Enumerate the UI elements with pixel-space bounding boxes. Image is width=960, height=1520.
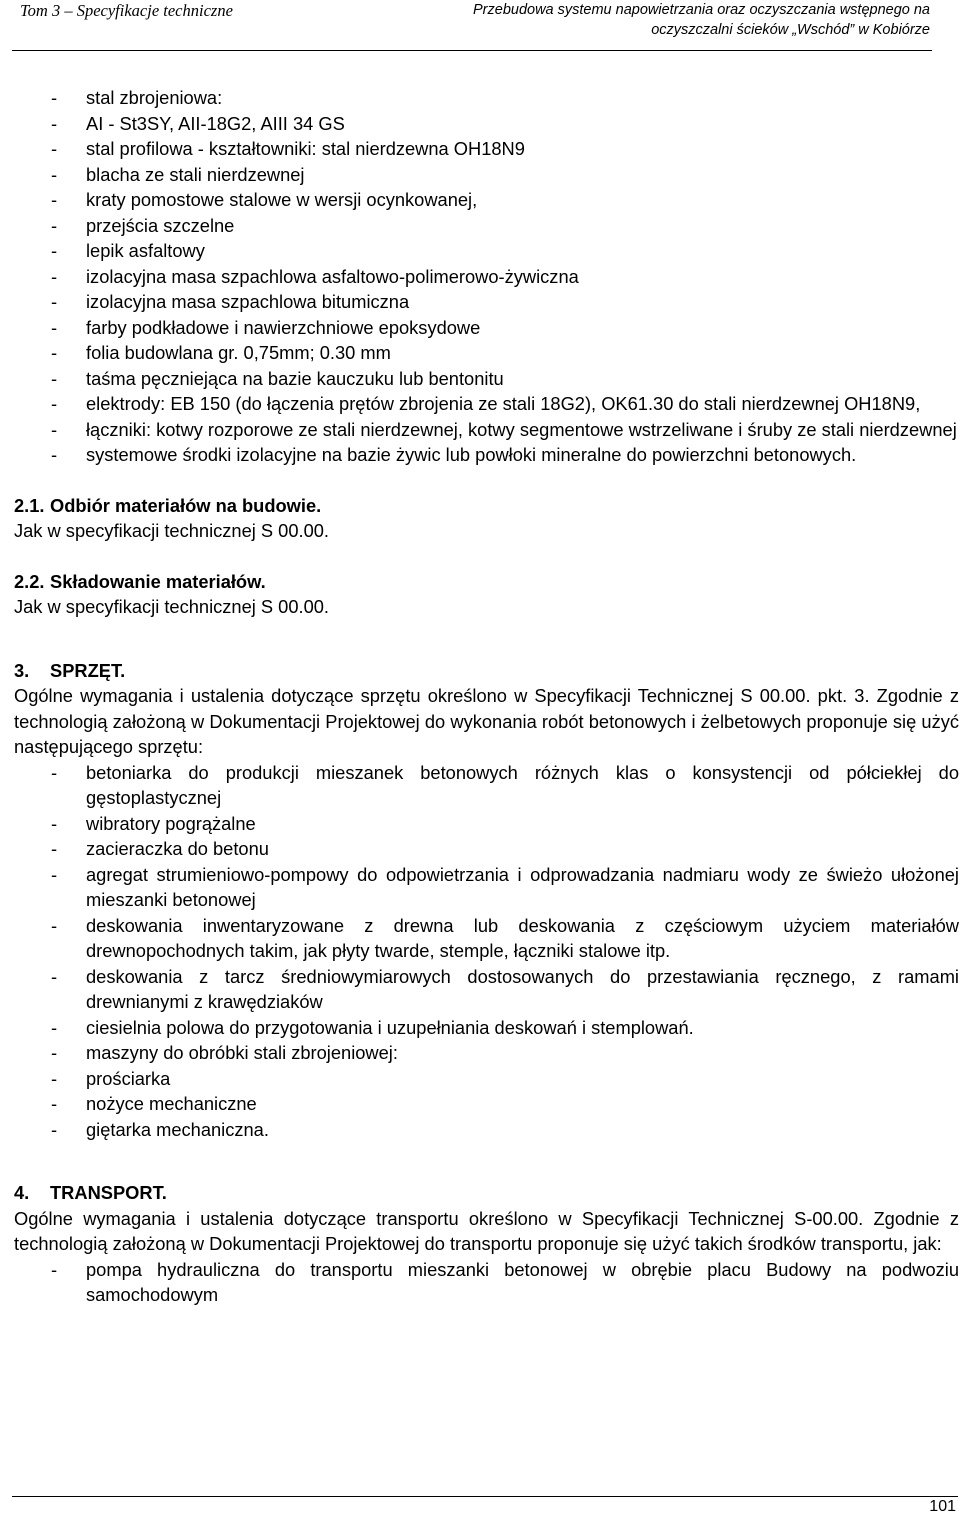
section-2-2-text: Jak w specyfikacji technicznej S 00.00. [14, 596, 329, 617]
list-item [14, 862, 959, 913]
list-item [14, 111, 959, 137]
list-item-text: folia budowlana gr. 0,75mm; 0.30 mm [86, 342, 391, 363]
list-item-text: elektrody: EB 150 (do łączenia prętów zbrojenia ze stali 18G2), OK61.30 do stali nierdzewnej OH18N9, [86, 393, 921, 414]
list-item-text: prościarka [86, 1067, 171, 1089]
list-dash: - [51, 1067, 58, 1089]
list-item [14, 264, 959, 290]
section-2-1-heading [14, 493, 959, 519]
list-item [14, 1091, 959, 1117]
header-project-line-1: Przebudowa systemu napowietrzania oraz oczyszczania wstępnego na [473, 2, 930, 18]
list-item [14, 811, 959, 837]
transport-list [14, 1257, 959, 1308]
list-dash: - [51, 761, 58, 783]
list-item-text: ciesielnia polowa do przygotowania i uzupełniania deskowań i stemplowań. [86, 1016, 694, 1038]
list-item [14, 340, 959, 366]
list-item-text: AI - St3SY, AII-18G2, AIII 34 GS [86, 112, 345, 134]
list-item-text: izolacyjna masa szpachlowa asfaltowo-polimerowo-żywiczna [86, 265, 579, 287]
section-number: 2.2. [14, 570, 45, 592]
list-item-text: wibratory pogrążalne [86, 812, 256, 834]
list-item [14, 162, 959, 188]
list-item-text: taśma pęczniejąca na bazie kauczuku lub bentonitu [86, 367, 504, 389]
list-item [14, 760, 959, 811]
list-item-text: łączniki: kotwy rozporowe ze stali nierdzewnej, kotwy segmentowe wstrzeliwane i śruby ze stali nierdzewnej [86, 418, 957, 440]
list-item-text: przejścia szczelne [86, 214, 235, 236]
equipment-list [14, 760, 959, 1143]
list-item-text: agregat strumieniowo-pompowy do odpowietrzania i odprowadzania nadmiaru wody ze świeżo ułożonej mieszanki betonowej [86, 863, 959, 910]
list-item-text: systemowe środki izolacyjne na bazie żywic lub powłoki mineralne do powierzchni betonowych. [86, 444, 857, 465]
list-dash: - [51, 240, 58, 261]
list-dash: - [51, 1042, 58, 1063]
list-item [14, 136, 959, 162]
list-item-text: stal profilowa - kształtowniki: stal nierdzewna OH18N9 [86, 138, 525, 159]
page-header [12, 0, 932, 51]
list-item-text: maszyny do obróbki stali zbrojeniowej: [86, 1042, 398, 1063]
list-item [14, 366, 959, 392]
list-dash: - [51, 316, 58, 338]
section-number: 2.1. [14, 494, 45, 516]
header-volume-title: Tom 3 – Specyfikacje techniczne [20, 1, 233, 20]
list-dash: - [51, 1258, 58, 1280]
section-title: TRANSPORT. [50, 1182, 167, 1203]
list-item [14, 213, 959, 239]
list-item [14, 85, 959, 111]
list-item [14, 1015, 959, 1041]
list-dash: - [51, 914, 58, 936]
list-dash: - [51, 138, 58, 159]
list-item-text: stal zbrojeniowa: [86, 87, 223, 108]
list-item [14, 442, 959, 468]
list-item-text: giętarka mechaniczna. [86, 1118, 269, 1140]
list-item-text: nożyce mechaniczne [86, 1093, 257, 1114]
list-dash: - [51, 418, 58, 440]
list-item-text: deskowania z tarcz średniowymiarowych dostosowanych do przestawiania ręcznego, z ramami drewnianymi z krawędziaków [86, 965, 959, 1012]
list-dash: - [51, 838, 58, 859]
list-dash: - [51, 87, 58, 108]
list-item-text: deskowania inwentaryzowane z drewna lub deskowania z częściowym użyciem materiałów drewnopochodnych takim, jak płyty twarde, stemple, łączniki stalowe itp. [86, 914, 959, 961]
list-item [14, 187, 959, 213]
list-dash: - [51, 1016, 58, 1038]
list-item-text: zacieraczka do betonu [86, 838, 269, 859]
list-item [14, 289, 959, 315]
section-4-heading [14, 1180, 959, 1206]
list-item-text: farby podkładowe i nawierzchniowe epoksydowe [86, 316, 481, 338]
list-item [14, 836, 959, 862]
section-3-text: Ogólne wymagania i ustalenia dotyczące sprzętu określono w Specyfikacji Technicznej S 00.00. pkt. 3. Zgodnie z technologią założoną w Dokumentacji Projektowej do wykonania robót betonowych i żelbetowych proponuje się użyć następującego sprzętu: [14, 685, 959, 757]
header-project-title [473, 0, 930, 40]
list-item [14, 1040, 959, 1066]
list-dash: - [51, 291, 58, 312]
list-item-text: blacha ze stali nierdzewnej [86, 163, 305, 185]
list-item [14, 417, 959, 443]
document-body [14, 85, 959, 1308]
section-number: 4. [14, 1182, 30, 1203]
list-item [14, 964, 959, 1015]
list-item-text: lepik asfaltowy [86, 240, 205, 261]
list-item-text: betoniarka do produkcji mieszanek betonowych różnych klas o konsystencji od półciekłej do gęstoplastycznej [86, 761, 959, 808]
list-item [14, 238, 959, 264]
list-dash: - [51, 1118, 58, 1140]
section-title: Odbiór materiałów na budowie. [50, 494, 322, 516]
section-2-1-text: Jak w specyfikacji technicznej S 00.00. [14, 520, 329, 541]
list-item [14, 1117, 959, 1143]
list-item [14, 913, 959, 964]
list-dash: - [51, 1093, 58, 1114]
list-dash: - [51, 189, 58, 210]
section-2-2-heading [14, 569, 959, 595]
list-item-text: izolacyjna masa szpachlowa bitumiczna [86, 291, 410, 312]
header-project-line-2: oczyszczalni ścieków „Wschód” w Kobiórze [651, 22, 930, 38]
list-item [14, 1066, 959, 1092]
section-number: 3. [14, 659, 30, 681]
list-item-text: kraty pomostowe stalowe w wersji ocynkowanej, [86, 189, 478, 210]
section-title: SPRZĘT. [50, 659, 126, 681]
section-title: Składowanie materiałów. [50, 570, 266, 592]
list-dash: - [51, 863, 58, 885]
list-item-text: pompa hydrauliczna do transportu mieszanki betonowej w obrębie placu Budowy na podwoziu samochodowym [86, 1258, 959, 1305]
footer-divider [12, 1496, 958, 1497]
page-number: 101 [929, 1498, 956, 1515]
list-dash: - [51, 342, 58, 363]
list-dash: - [51, 812, 58, 834]
materials-list [14, 85, 959, 468]
list-dash: - [51, 367, 58, 389]
list-dash: - [51, 214, 58, 236]
list-dash: - [51, 393, 58, 414]
list-dash: - [51, 112, 58, 134]
list-dash: - [51, 444, 58, 465]
list-dash: - [51, 265, 58, 287]
section-3-heading [14, 658, 959, 684]
list-dash: - [51, 965, 58, 987]
list-item [14, 391, 959, 417]
list-item [14, 1257, 959, 1308]
list-item [14, 315, 959, 341]
list-dash: - [51, 163, 58, 185]
section-4-text: Ogólne wymagania i ustalenia dotyczące transportu określono w Specyfikacji Technicznej S-00.00. Zgodnie z technologią założoną w Dokumentacji Projektowej do transportu proponuje się użyć takich środków transportu, jak: [14, 1207, 959, 1254]
